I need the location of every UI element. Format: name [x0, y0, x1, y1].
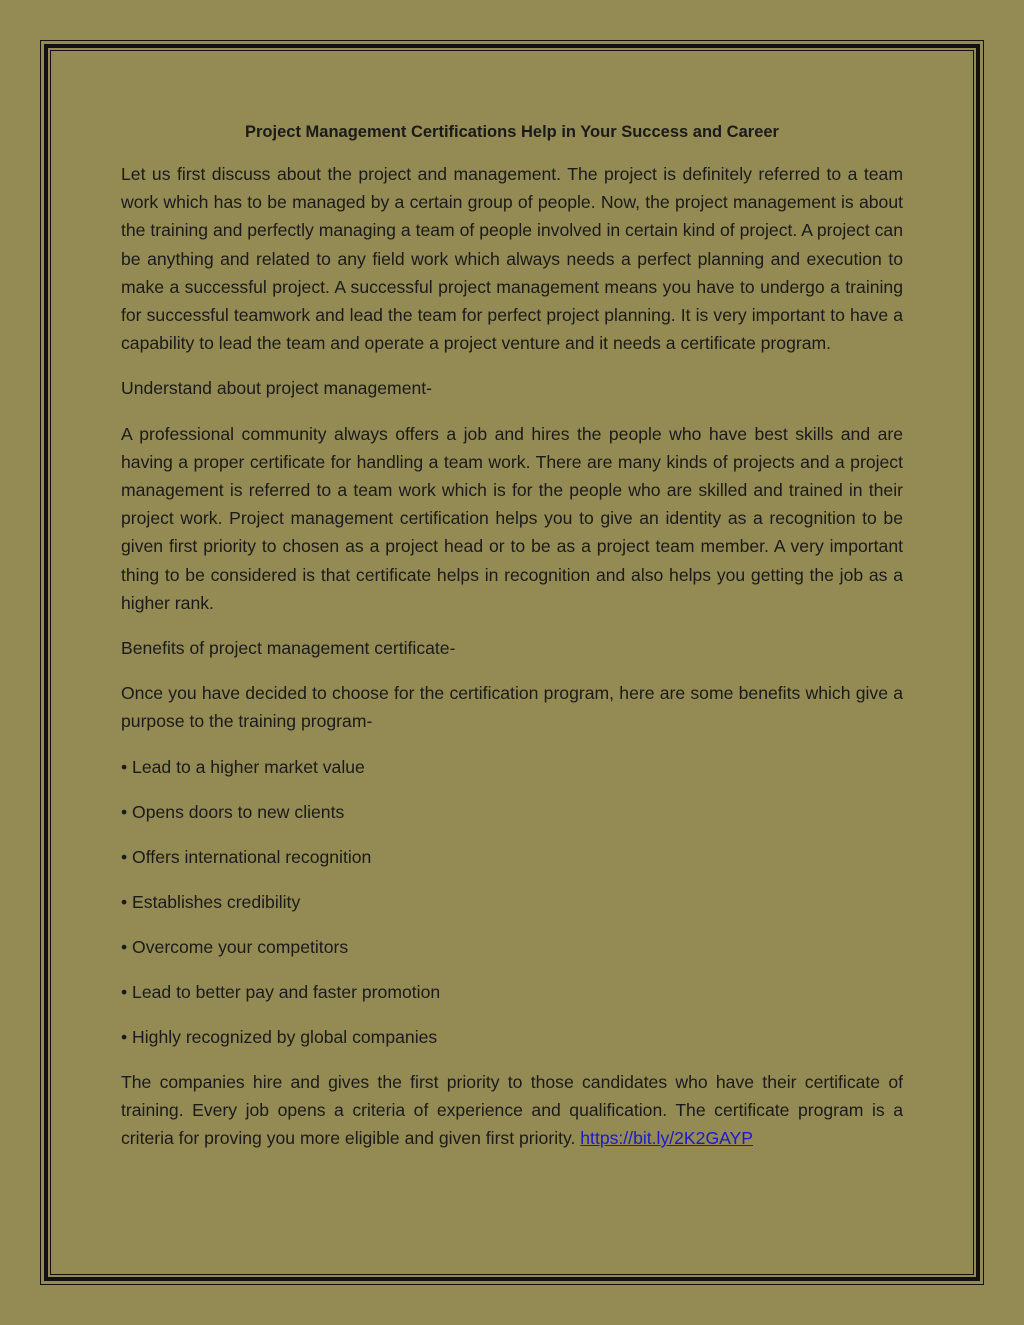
intro-paragraph: Let us first discuss about the project and management. The project is definitely referred to a team work which has to be managed by a certain group of people. Now, the project management is about the training and perfectly managing a team of people involved in certain kind of project. A project can be anything and related to any field work which always needs a perfect planning and execution to make a successful project. A successful project management means you have to undergo a training for successful teamwork and lead the team for perfect project planning. It is very important to have a capability to lead the team and operate a project venture and it needs a certificate program.: [121, 164, 903, 354]
list-item: • Highly recognized by global companies: [121, 1026, 438, 1047]
benefits-list: [121, 753, 903, 1051]
understand-paragraph: A professional community always offers a job and hires the people who have best skills and are having a proper certificate for handling a team work. There are many kinds of projects and a project management is referred to a team work which is for the people who are skilled and trained in their project work. Project management certification helps you to give an identity as a recognition to be given first priority to chosen as a project head or to be as a project team member. A very important thing to be considered is that certificate helps in recognition and also helps you getting the job as a higher rank.: [121, 423, 903, 613]
benefits-intro-paragraph: Once you have decided to choose for the certification program, here are some benefits which give a purpose to the training program-: [121, 683, 903, 732]
list-item: • Lead to better pay and faster promotion: [121, 981, 441, 1002]
list-item: • Establishes credibility: [121, 891, 301, 912]
list-item: • Offers international recognition: [121, 846, 372, 867]
document-body: [121, 118, 903, 1169]
conclusion-text: The companies hire and gives the first priority to those candidates who have their certificate of training. Every job opens a criteria of experience and qualification. The certificate program is a criteria for proving you more eligible and given first priority.: [121, 1071, 903, 1149]
list-item: • Opens doors to new clients: [121, 801, 345, 822]
section-heading-understand: Understand about project management-: [121, 378, 433, 399]
list-item: • Overcome your competitors: [121, 936, 349, 957]
conclusion-paragraph: [121, 1068, 903, 1153]
section-heading-benefits: Benefits of project management certificate-: [121, 638, 456, 659]
list-item: • Lead to a higher market value: [121, 756, 365, 777]
document-title: Project Management Certifications Help in Your Success and Career: [245, 123, 779, 141]
external-link[interactable]: https://bit.ly/2K2GAYP: [580, 1128, 754, 1149]
